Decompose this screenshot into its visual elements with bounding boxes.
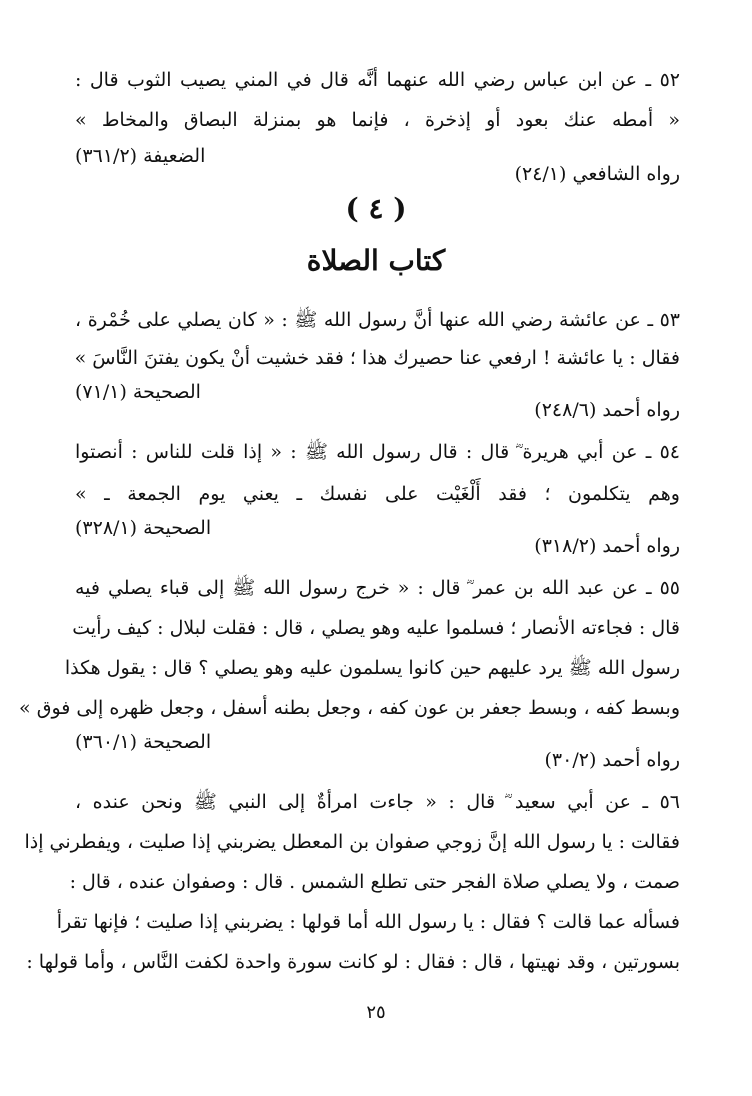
hadith-55-line-3: رسول الله ﷺ يرد عليهم حين كانوا يسلمون عليه وهو يصلي ؟ قال : يقول هكذا	[64, 657, 680, 679]
hadith-53-line-1: ٥٣ ـ عن عائشة رضي الله عنها أنَّ رسول الله ﷺ : « كان يصلي على خُمْرة ،	[75, 309, 680, 331]
hadith-56-line-2: فقالت : يا رسول الله إنَّ زوجي صفوان بن المعطل يضربني إذا صليت ، ويفطرني إذا	[24, 831, 680, 853]
hadith-54-line-2: وهم يتكلمون ؛ فقد أَلْغَيْت على نفسك ـ يعني يوم الجمعة ـ »	[75, 483, 680, 505]
hadith-54-grade: الصحيحة (٣٢٨/١)	[75, 517, 212, 539]
hadith-54-source: رواه أحمد (٣١٨/٢)	[534, 535, 680, 557]
hadith-56-line-1: ٥٦ ـ عن أبي سعيد ؓ قال : « جاءت امرأةٌ إلى النبي ﷺ ونحن عنده ،	[75, 791, 680, 813]
hadith-55-line-1: ٥٥ ـ عن عبد الله بن عمر ؓ قال : « خرج رسول الله ﷺ إلى قباء يصلي فيه	[75, 577, 680, 599]
hadith-56-line-4: فسأله عما قالت ؟ فقال : يا رسول الله أما قولها : يضربني إذا صليت ؛ فإنها تقرأ	[56, 911, 680, 933]
section-number: ( ٤ )	[345, 192, 407, 225]
hadith-55-line-2: قال : فجاءته الأنصار ؛ فسلموا عليه وهو يصلي ، قال : فقلت لبلال : كيف رأيت	[72, 617, 680, 639]
hadith-56-line-3: صمت ، ولا يصلي صلاة الفجر حتى تطلع الشمس . قال : وصفوان عنده ، قال :	[69, 871, 680, 893]
hadith-55-source: رواه أحمد (٣٠/٢)	[544, 749, 680, 771]
hadith-53-grade: الصحيحة (٧١/١)	[75, 381, 201, 403]
section-title: كتاب الصلاة	[306, 244, 446, 277]
hadith-53-line-2: فقال : يا عائشة ! ارفعي عنا حصيرك هذا ؛ فقد خشيت أنْ يكون يفتنَ النَّاسَ »	[74, 347, 680, 369]
hadith-52-line-1: ٥٢ ـ عن ابن عباس رضي الله عنهما أنَّه قال في المني يصيب الثوب قال :	[75, 69, 680, 91]
hadith-56-line-5: بسورتين ، وقد نهيتها ، قال : فقال : لو كانت سورة واحدة لكفت النَّاس ، وأما قولها :	[26, 951, 680, 973]
hadith-53-source: رواه أحمد (٢٤٨/٦)	[534, 399, 680, 421]
hadith-52-grade: الضعيفة (٣٦١/٢)	[75, 145, 206, 167]
hadith-55-grade: الصحيحة (٣٦٠/١)	[75, 731, 212, 753]
hadith-52-source: رواه الشافعي (٢٤/١)	[514, 163, 680, 185]
hadith-54-line-1: ٥٤ ـ عن أبي هريرة ؓ قال : قال رسول الله ﷺ : « إذا قلت للناس : أنصتوا	[75, 441, 680, 463]
hadith-55-line-4: وبسط كفه ، وبسط جعفر بن عون كفه ، وجعل بطنه أسفل ، وجعل ظهره إلى فوق »	[19, 697, 680, 719]
page-number: ٢٥	[366, 1002, 386, 1023]
hadith-52-line-2: « أمطه عنك بعود أو إذخرة ، فإنما هو بمنزلة البصاق والمخاط »	[75, 109, 680, 131]
